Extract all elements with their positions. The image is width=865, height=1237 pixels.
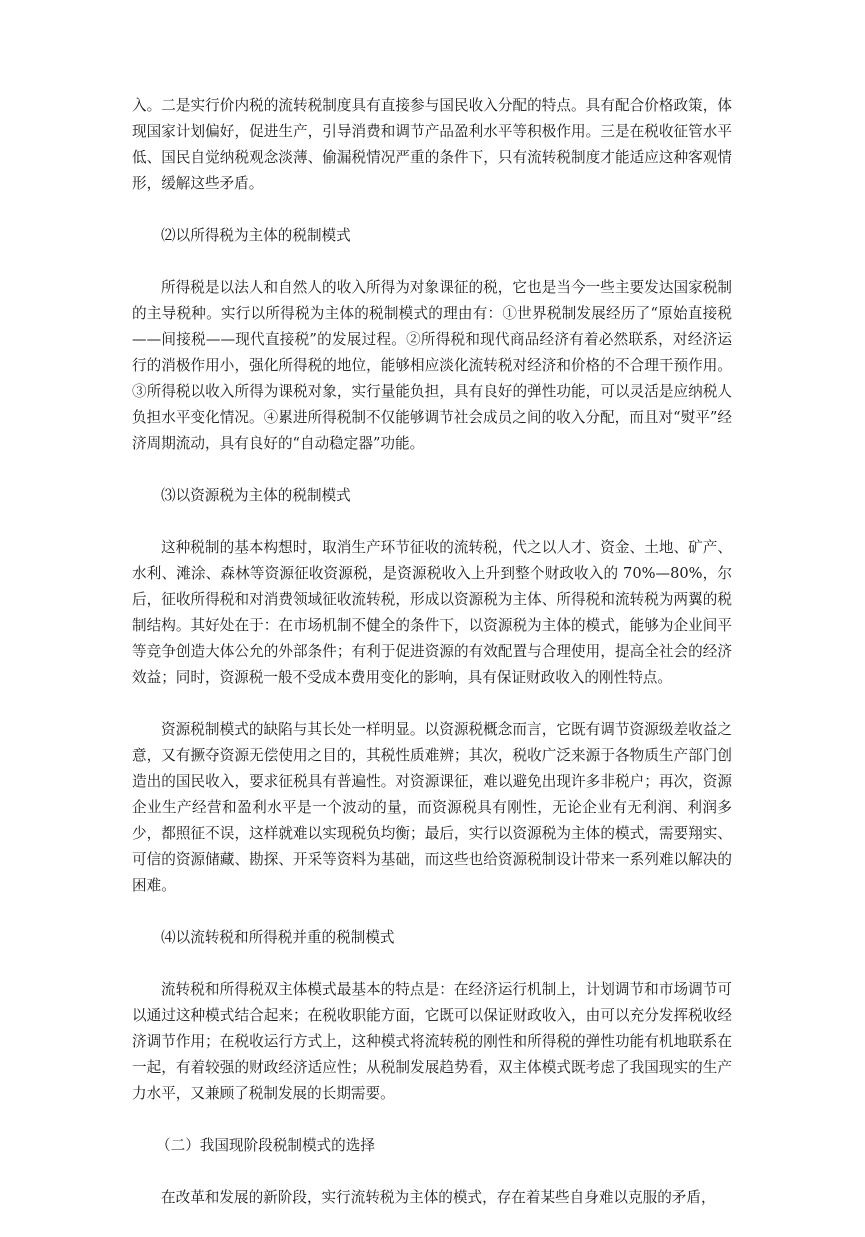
paragraph-income-tax-model: 所得税是以法人和自然人的收入所得为对象课征的税，它也是当今一些主要发达国家税制的主导税种。实行以所得税为主体的税制模式的理由有：①世界税制发展经历了“原始直接税——间接税——现代直接税”的发展过程。②所得税和现代商品经济有着必然联系，对经济运行的消极作用小，强化所得税的地位，能够相应淡化流转税对经济和价格的不合理干预作用。③所得税以收入所得为课税对象，实行量能负担，具有良好的弹性功能，可以灵活是应纳税人负担水平变化情况。④累进所得税制不仅能够调节社会成员之间的收入分配，而且对“熨平”经济周期流动，具有良好的“自动稳定器”功能。 bbox=[132, 279, 732, 452]
heading-current-stage-choice: （二）我国现阶段税制模式的选择 bbox=[156, 1137, 375, 1154]
paragraph-resource-tax-model: 这种税制的基本构想时，取消生产环节征收的流转税，代之以人才、资金、土地、矿产、水利、滩涂、森林等资源征收资源税，是资源税收入上升到整个财政收入的 70%—80%，尔后，征收所得税和对消费领域征收流转税，形成以资源税为主体、所得税和流转税为两翼的税制结构。其好处在于：在市场机制不健全的条件下，以资源税为主体的模式，能够为企业间平等竞争创造大体公允的外部条件；有利于促进资源的有效配置与合理使用，提高全社会的经济效益；同时，资源税一般不受成本费用变化的影响，具有保证财政收入的刚性特点。 bbox=[132, 539, 732, 686]
heading-dual-tax-model: ⑷以流转税和所得税并重的税制模式 bbox=[161, 929, 395, 946]
heading-income-tax-model: ⑵以所得税为主体的税制模式 bbox=[161, 227, 351, 244]
paragraph-turnover-tax-continuation: 入。二是实行价内税的流转税制度具有直接参与国民收入分配的特点。具有配合价格政策，体现国家计划偏好，促进生产，引导消费和调节产品盈利水平等积极作用。三是在税收征管水平低、国民自觉纳税观念淡薄、偷漏税情况严重的条件下，只有流转税制度才能适应这种客观情形，缓解这些矛盾。 bbox=[132, 97, 732, 192]
paragraph-dual-tax-model: 流转税和所得税双主体模式最基本的特点是：在经济运行机制上，计划调节和市场调节可以通过这种模式结合起来；在税收职能方面，它既可以保证财政收入，由可以充分发挥税收经济调节作用；在税收运行方式上，这种模式将流转税的刚性和所得税的弹性功能有机地联系在一起，有着较强的财政经济适应性；从税制发展趋势看，双主体模式既考虑了我国现实的生产力水平，又兼顾了税制发展的长期需要。 bbox=[132, 981, 732, 1102]
document-body bbox=[132, 93, 732, 1237]
heading-resource-tax-model: ⑶以资源税为主体的税制模式 bbox=[161, 487, 351, 504]
paragraph-resource-tax-defects: 资源税制模式的缺陷与其长处一样明显。以资源税概念而言，它既有调节资源级差收益之意，又有撅夺资源无偿使用之目的，其税性质难辨；其次，税收广泛来源于各物质生产部门创造出的国民收入，要求征税具有普遍性。对资源课征，难以避免出现许多非税户；再次，资源企业生产经营和盈利水平是一个波动的量，而资源税具有刚性，无论企业有无利润、利润多少，都照征不误，这样就难以实现税负均衡；最后，实行以资源税为主体的模式，需要翔实、可信的资源储藏、勘探、开采等资料为基础，而这些也给资源税制设计带来一系列难以解决的困难。 bbox=[132, 721, 732, 894]
paragraph-current-stage-choice: 在改革和发展的新阶段，实行流转税为主体的模式，存在着某些自身难以克服的矛盾， bbox=[161, 1189, 716, 1206]
